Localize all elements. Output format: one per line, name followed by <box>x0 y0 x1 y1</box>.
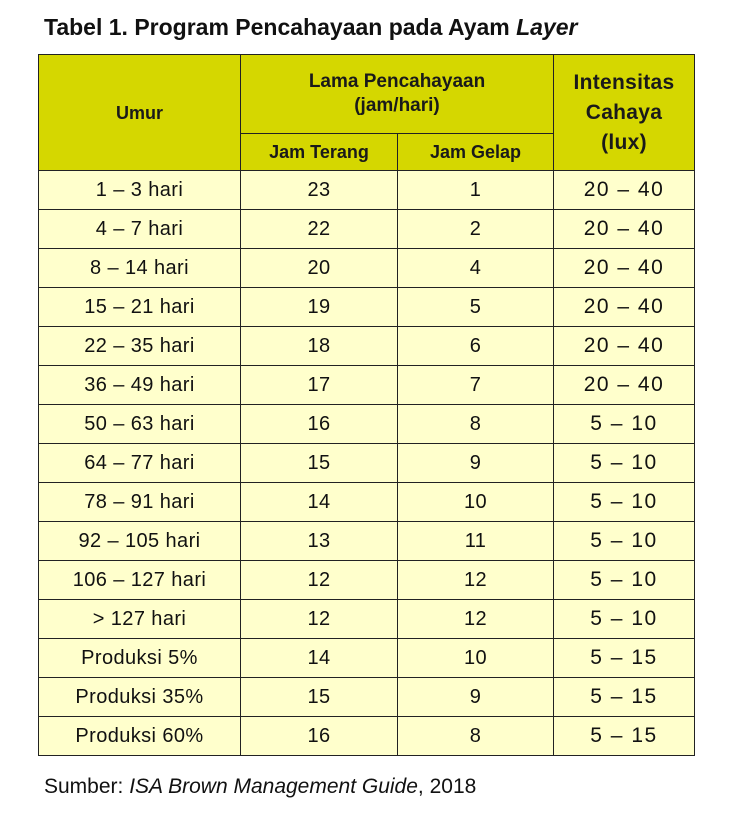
cell-jam-gelap: 11 <box>398 522 554 561</box>
table-row <box>39 600 695 639</box>
table-row <box>39 483 695 522</box>
table-row <box>39 717 695 756</box>
header-intensitas-cahaya <box>554 55 695 171</box>
cell-umur: 1 – 3 hari <box>39 171 241 210</box>
cell-jam-terang: 16 <box>241 717 398 756</box>
cell-umur: 22 – 35 hari <box>39 327 241 366</box>
cell-jam-gelap: 1 <box>398 171 554 210</box>
table-row <box>39 327 695 366</box>
header-row-top <box>39 55 695 134</box>
cell-umur: 106 – 127 hari <box>39 561 241 600</box>
cell-jam-terang: 20 <box>241 249 398 288</box>
cell-jam-gelap: 6 <box>398 327 554 366</box>
cell-jam-terang: 15 <box>241 678 398 717</box>
caption-text: Tabel 1. Program Pencahayaan pada Ayam <box>44 14 517 40</box>
cell-jam-gelap: 12 <box>398 600 554 639</box>
cell-jam-gelap: 2 <box>398 210 554 249</box>
source-year: , 2018 <box>417 775 477 798</box>
cell-jam-gelap: 12 <box>398 561 554 600</box>
cell-jam-gelap: 9 <box>398 444 554 483</box>
cell-intensitas: 20 – 40 <box>554 210 695 249</box>
cell-umur: 4 – 7 hari <box>39 210 241 249</box>
table-row <box>39 249 695 288</box>
cell-jam-gelap: 9 <box>398 678 554 717</box>
cell-intensitas: 20 – 40 <box>554 249 695 288</box>
table-caption <box>44 10 704 44</box>
cell-intensitas: 5 – 15 <box>554 717 695 756</box>
cell-umur: 15 – 21 hari <box>39 288 241 327</box>
table-row <box>39 678 695 717</box>
caption-italic-text: Layer <box>516 14 578 40</box>
table-row <box>39 171 695 210</box>
header-intensitas-line1: Intensitas <box>573 70 675 94</box>
cell-intensitas: 5 – 10 <box>554 444 695 483</box>
cell-jam-gelap: 10 <box>398 483 554 522</box>
table-row <box>39 210 695 249</box>
table-row <box>39 522 695 561</box>
table-row <box>39 288 695 327</box>
cell-intensitas: 5 – 15 <box>554 678 695 717</box>
header-intensitas-line2: Cahaya <box>585 100 663 124</box>
source-prefix: Sumber: <box>44 775 130 798</box>
header-lama-line2: (jam/hari) <box>354 95 440 116</box>
cell-jam-terang: 17 <box>241 366 398 405</box>
header-umur <box>39 55 241 171</box>
cell-intensitas: 20 – 40 <box>554 288 695 327</box>
cell-jam-terang: 16 <box>241 405 398 444</box>
table-row <box>39 366 695 405</box>
table-row <box>39 639 695 678</box>
cell-jam-gelap: 8 <box>398 405 554 444</box>
cell-jam-terang: 12 <box>241 600 398 639</box>
cell-intensitas: 5 – 10 <box>554 405 695 444</box>
header-lama-line1: Lama Pencahayaan <box>308 71 486 92</box>
table-row <box>39 405 695 444</box>
cell-umur: Produksi 5% <box>39 639 241 678</box>
header-lama-pencahayaan <box>241 55 554 134</box>
cell-intensitas: 5 – 10 <box>554 522 695 561</box>
cell-jam-terang: 22 <box>241 210 398 249</box>
header-jam-terang <box>241 134 398 171</box>
cell-jam-terang: 13 <box>241 522 398 561</box>
cell-umur: 8 – 14 hari <box>39 249 241 288</box>
cell-intensitas: 20 – 40 <box>554 171 695 210</box>
cell-jam-terang: 14 <box>241 639 398 678</box>
cell-umur: 92 – 105 hari <box>39 522 241 561</box>
cell-umur: 50 – 63 hari <box>39 405 241 444</box>
cell-jam-gelap: 4 <box>398 249 554 288</box>
header-intensitas-line3: (lux) <box>601 130 647 154</box>
cell-jam-gelap: 5 <box>398 288 554 327</box>
cell-umur: 36 – 49 hari <box>39 366 241 405</box>
table-header <box>39 55 695 171</box>
cell-jam-terang: 14 <box>241 483 398 522</box>
cell-intensitas: 20 – 40 <box>554 327 695 366</box>
cell-umur: 64 – 77 hari <box>39 444 241 483</box>
cell-intensitas: 5 – 10 <box>554 561 695 600</box>
header-jam-gelap <box>398 134 554 171</box>
cell-umur: 78 – 91 hari <box>39 483 241 522</box>
cell-jam-gelap: 10 <box>398 639 554 678</box>
cell-jam-terang: 15 <box>241 444 398 483</box>
cell-intensitas: 5 – 10 <box>554 483 695 522</box>
table-body <box>39 171 695 756</box>
table-row <box>39 561 695 600</box>
cell-intensitas: 5 – 10 <box>554 600 695 639</box>
header-umur-label: Umur <box>115 102 163 123</box>
header-jam-terang-label: Jam Terang <box>269 142 369 162</box>
cell-jam-terang: 19 <box>241 288 398 327</box>
cell-jam-gelap: 8 <box>398 717 554 756</box>
cell-umur: Produksi 60% <box>39 717 241 756</box>
table-row <box>39 444 695 483</box>
cell-jam-gelap: 7 <box>398 366 554 405</box>
header-jam-gelap-label: Jam Gelap <box>429 142 522 162</box>
source-title: ISA Brown Management Guide <box>129 775 418 798</box>
cell-umur: > 127 hari <box>39 600 241 639</box>
cell-intensitas: 20 – 40 <box>554 366 695 405</box>
cell-intensitas: 5 – 15 <box>554 639 695 678</box>
cell-jam-terang: 23 <box>241 171 398 210</box>
cell-jam-terang: 12 <box>241 561 398 600</box>
lighting-program-table <box>38 54 695 756</box>
cell-umur: Produksi 35% <box>39 678 241 717</box>
cell-jam-terang: 18 <box>241 327 398 366</box>
source-citation <box>44 772 704 802</box>
